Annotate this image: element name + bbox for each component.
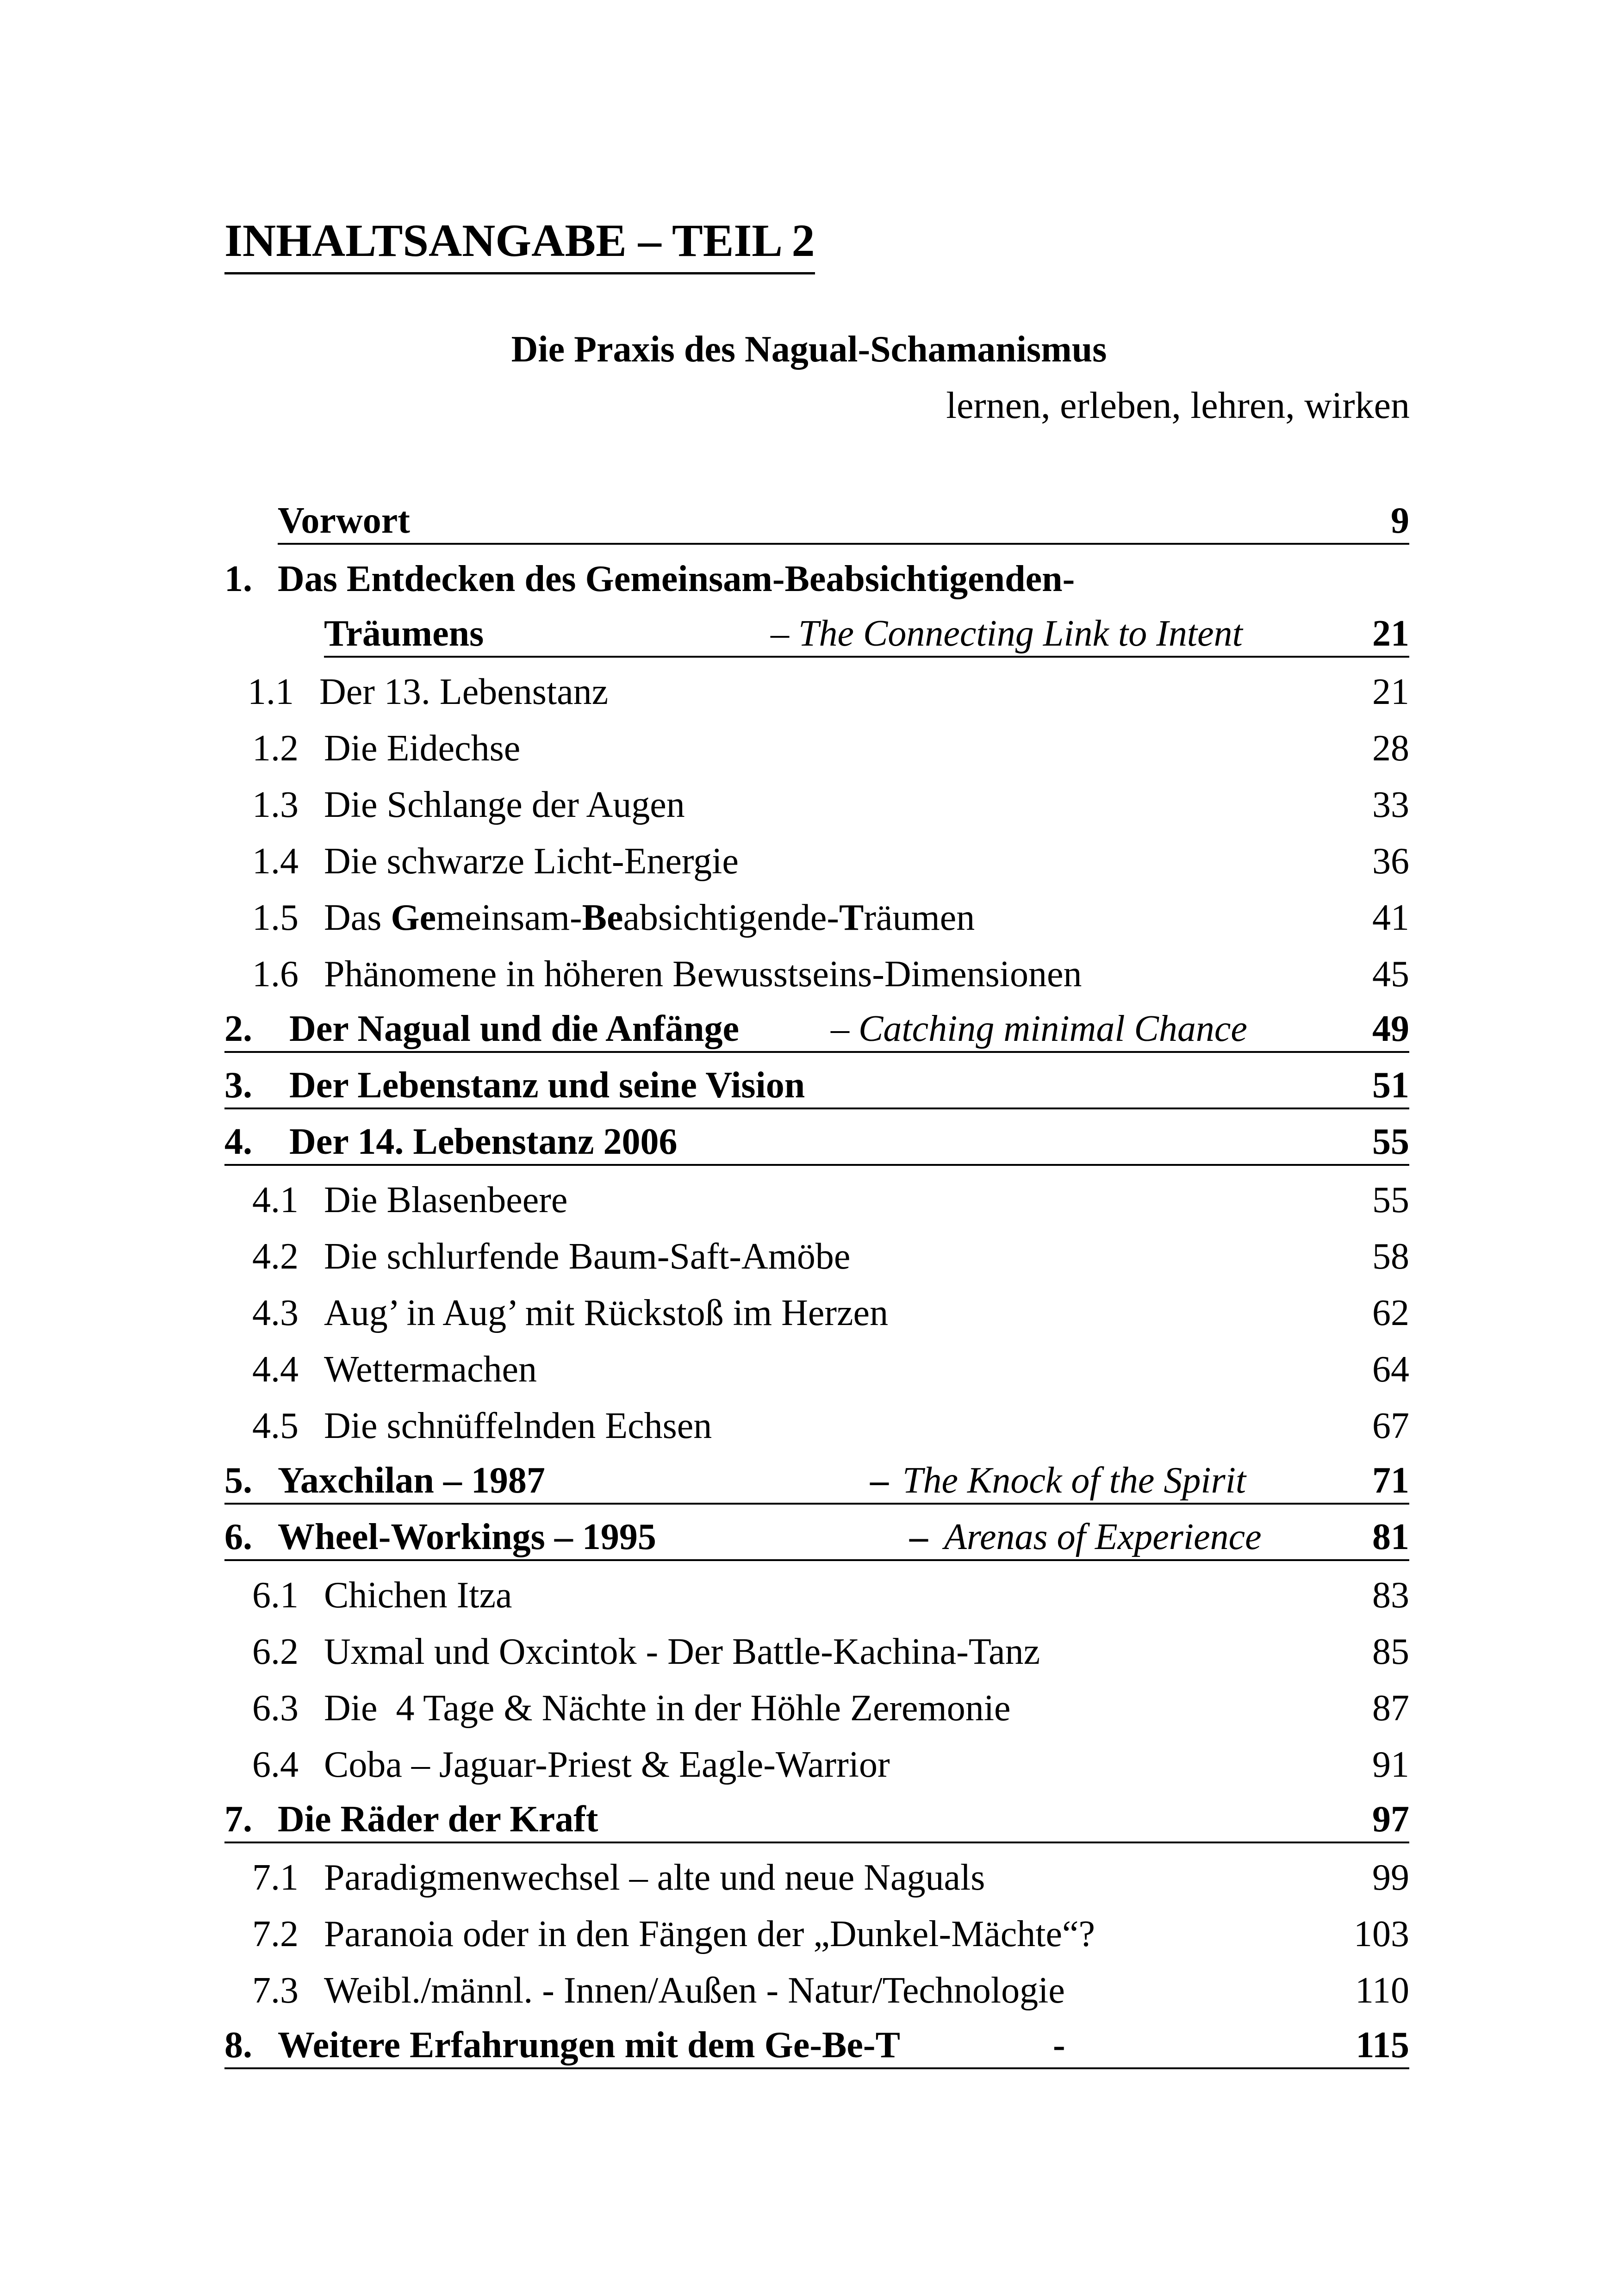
toc-label: Die Blasenbeere — [324, 1180, 568, 1220]
toc-entry-chapter-4[interactable] — [224, 1109, 1409, 1166]
toc-subtitle-dash: – — [870, 1460, 889, 1501]
toc-entry-chapter-3[interactable] — [224, 1053, 1409, 1109]
toc-entry-vorwort[interactable] — [278, 488, 1409, 545]
toc-label: Die Eidechse — [324, 728, 521, 769]
toc-page-number: 91 — [1372, 1744, 1409, 1785]
toc-entry-6-3[interactable] — [224, 1674, 1409, 1730]
toc-page-number: 71 — [1372, 1460, 1409, 1501]
toc-entry-1-3[interactable] — [224, 771, 1409, 827]
toc-label: Yaxchilan – 1987 — [278, 1460, 545, 1501]
toc-entry-4-3[interactable] — [224, 1279, 1409, 1335]
toc-entry-4-1[interactable] — [224, 1166, 1409, 1222]
toc-entry-4-4[interactable] — [224, 1335, 1409, 1392]
toc-page-number: 67 — [1372, 1406, 1409, 1446]
toc-entry-1-4[interactable] — [224, 827, 1409, 884]
toc-page-number: 36 — [1372, 841, 1409, 882]
toc-page-number: 99 — [1372, 1857, 1409, 1898]
toc-page-number: 33 — [1372, 784, 1409, 825]
toc-number: 1.1 — [248, 672, 294, 712]
toc-page-number: 55 — [1372, 1121, 1409, 1162]
toc-page-number: 51 — [1372, 1065, 1409, 1106]
toc-number: 4.2 — [252, 1236, 299, 1277]
book-subtitle: Die Praxis des Nagual-Schamanismus — [511, 329, 1107, 370]
toc-page-number: 83 — [1372, 1575, 1409, 1616]
toc-number: 4.4 — [252, 1349, 299, 1390]
toc-page-number: 62 — [1372, 1293, 1409, 1333]
toc-number: 1.3 — [252, 784, 299, 825]
toc-page-number: 103 — [1354, 1914, 1409, 1954]
toc-number: 2. — [224, 1008, 252, 1049]
toc-page-number: 49 — [1372, 1008, 1409, 1049]
toc-page-number: 21 — [1372, 613, 1409, 654]
toc-label: Der Lebenstanz und seine Vision — [289, 1065, 805, 1106]
toc-page-number: 58 — [1372, 1236, 1409, 1277]
toc-label: Aug’ in Aug’ mit Rückstoß im Herzen — [324, 1293, 889, 1333]
page-title: INHALTSANGABE – TEIL 2 — [224, 218, 815, 274]
toc-entry-chapter-1[interactable] — [224, 545, 1409, 601]
toc-label: Das Gemeinsam-Beabsichtigende-Träumen — [324, 897, 975, 938]
toc-number: 8. — [224, 2025, 252, 2066]
toc-label: Paradigmenwechsel – alte und neue Naguals — [324, 1857, 985, 1898]
toc-number: 6.1 — [252, 1575, 299, 1616]
toc-page-number: 85 — [1372, 1631, 1409, 1672]
toc-label: Das Entdecken des Gemeinsam-Beabsichtigenden- — [278, 559, 1075, 599]
toc-label: Coba – Jaguar-Priest & Eagle-Warrior — [324, 1744, 890, 1785]
toc-number: 7.1 — [252, 1857, 299, 1898]
toc-entry-6-1[interactable] — [224, 1561, 1409, 1618]
toc-label: Der Nagual und die Anfänge — [289, 1008, 740, 1049]
toc-number: 7.3 — [252, 1970, 299, 2011]
toc-label: Paranoia oder in den Fängen der „Dunkel-Mächte“? — [324, 1914, 1095, 1954]
toc-label: Weitere Erfahrungen mit dem Ge-Be-T — [278, 2025, 900, 2066]
toc-number: 4.1 — [252, 1180, 299, 1220]
toc-label: Uxmal und Oxcintok - Der Battle-Kachina-Tanz — [324, 1631, 1040, 1672]
toc-page-number: 110 — [1355, 1970, 1409, 2011]
toc-label: Die schlurfende Baum-Saft-Amöbe — [324, 1236, 851, 1277]
toc-label: Wheel-Workings – 1995 — [278, 1517, 656, 1557]
toc-subtitle: The Knock of the Spirit — [902, 1460, 1246, 1501]
toc-entry-1-2[interactable] — [224, 714, 1409, 771]
toc-entry-6-2[interactable] — [224, 1618, 1409, 1674]
toc-entry-4-5[interactable] — [224, 1392, 1409, 1448]
toc-entry-7-2[interactable] — [224, 1900, 1409, 1956]
toc-entry-6-4[interactable] — [224, 1730, 1409, 1787]
toc-entry-chapter-8[interactable] — [224, 2013, 1409, 2069]
toc-label: Chichen Itza — [324, 1575, 512, 1616]
toc-label: Der 13. Lebenstanz — [319, 672, 609, 712]
toc-page-number: 64 — [1372, 1349, 1409, 1390]
toc-label: Die 4 Tage & Nächte in der Höhle Zeremonie — [324, 1688, 1011, 1729]
toc-page-number: 28 — [1372, 728, 1409, 769]
toc-number: 6.2 — [252, 1631, 299, 1672]
toc-subtitle-dash: – — [909, 1517, 928, 1557]
toc-page-number: 41 — [1372, 897, 1409, 938]
toc-label: Der 14. Lebenstanz 2006 — [289, 1121, 678, 1162]
toc-entry-7-3[interactable] — [224, 1956, 1409, 2013]
toc-label: Die Schlange der Augen — [324, 784, 685, 825]
toc-page-number: 87 — [1372, 1688, 1409, 1729]
toc-number: 6. — [224, 1517, 252, 1557]
toc-label: Wettermachen — [324, 1349, 537, 1390]
toc-number: 1.5 — [252, 897, 299, 938]
toc-page-number: 9 — [1391, 500, 1409, 541]
toc-entry-chapter-7[interactable] — [224, 1787, 1409, 1843]
toc-entry-chapter-5[interactable] — [224, 1448, 1409, 1505]
toc-number: 1. — [224, 559, 252, 599]
toc-number: 5. — [224, 1460, 252, 1501]
toc-label: Die Räder der Kraft — [278, 1799, 598, 1840]
toc-number: 4.5 — [252, 1406, 299, 1446]
toc-dash: - — [1053, 2025, 1065, 2066]
toc-number: 1.2 — [252, 728, 299, 769]
toc-label: Die schwarze Licht-Energie — [324, 841, 739, 882]
toc-page-number: 55 — [1372, 1180, 1409, 1220]
toc-entry-chapter-6[interactable] — [224, 1505, 1409, 1561]
toc-entry-7-1[interactable] — [224, 1843, 1409, 1900]
toc-subtitle: – Catching minimal Chance — [831, 1008, 1247, 1049]
toc-number: 1.6 — [252, 954, 299, 995]
toc-page-number: 45 — [1372, 954, 1409, 995]
toc-label: Vorwort — [278, 500, 410, 541]
book-tagline: lernen, erleben, lehren, wirken — [946, 384, 1410, 426]
toc-label-continued: Träumens — [324, 613, 484, 654]
toc-entry-4-2[interactable] — [224, 1222, 1409, 1279]
toc-entry-1-6[interactable] — [224, 940, 1409, 996]
toc-subtitle: – The Connecting Link to Intent — [771, 613, 1243, 654]
toc-number: 1.4 — [252, 841, 299, 882]
toc-page-number: 115 — [1356, 2025, 1409, 2066]
toc-label: Weibl./männl. - Innen/Außen - Natur/Technologie — [324, 1970, 1065, 2011]
toc-entry-1-5[interactable] — [224, 884, 1409, 940]
toc-number: 7.2 — [252, 1914, 299, 1954]
toc-page-number: 81 — [1372, 1517, 1409, 1557]
toc-number: 3. — [224, 1065, 252, 1106]
toc-number: 6.4 — [252, 1744, 299, 1785]
toc-label: Phänomene in höheren Bewusstseins-Dimensionen — [324, 954, 1082, 995]
toc-page-number: 21 — [1372, 672, 1409, 712]
toc-number: 4. — [224, 1121, 252, 1162]
toc-page-number: 97 — [1372, 1799, 1409, 1840]
toc-entry-chapter-2[interactable] — [224, 996, 1409, 1053]
toc-number: 4.3 — [252, 1293, 299, 1333]
toc-number: 7. — [224, 1799, 252, 1840]
toc-number: 6.3 — [252, 1688, 299, 1729]
toc-entry-chapter-1-cont[interactable] — [324, 601, 1409, 658]
toc-subtitle: Arenas of Experience — [944, 1517, 1262, 1557]
toc-label: Die schnüffelnden Echsen — [324, 1406, 712, 1446]
toc-entry-1-1[interactable] — [224, 658, 1409, 714]
